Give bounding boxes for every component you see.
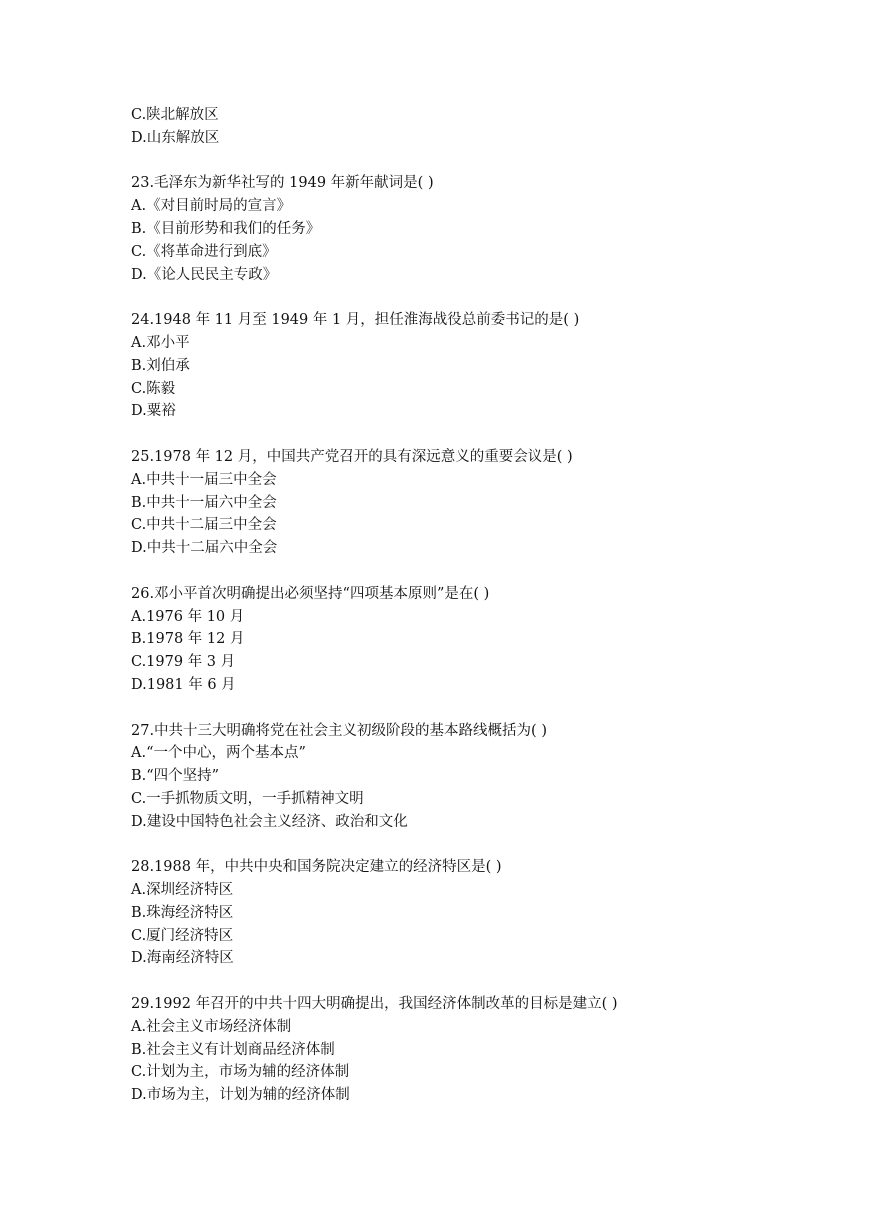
option-d: D.中共十二届六中全会 [131,540,278,557]
question-stem: 25.1978 年 12 月，中国共产党召开的具有深远意义的重要会议是( ) [131,448,573,465]
question-stem: 28.1988 年，中共中央和国务院决定建立的经济特区是( ) [131,859,502,876]
option-c: C.计划为主，市场为辅的经济体制 [131,1064,350,1081]
option-d: D.山东解放区 [131,129,220,146]
question-23 [131,172,751,286]
option-a: A.深圳经济特区 [131,882,234,899]
option-c: C.1979 年 3 月 [131,654,236,671]
option-c: C.一手抓物质文明，一手抓精神文明 [131,790,364,807]
option-a: A.邓小平 [131,334,190,351]
option-c: C.陕北解放区 [131,107,219,123]
option-c: C.厦门经济特区 [131,927,234,944]
question-stem: 23.毛泽东为新华社写的 1949 年新年献词是( ) [131,175,434,192]
question-28 [131,856,751,970]
question-stem: 29.1992 年召开的中共十四大明确提出，我国经济体制改革的目标是建立( ) [131,996,618,1013]
question-24 [131,309,751,423]
option-c: C.陈毅 [131,380,176,397]
option-b: B.中共十一届六中全会 [131,494,277,511]
option-a: A.社会主义市场经济体制 [131,1018,292,1035]
option-c: C.中共十二届三中全会 [131,517,277,534]
question-27 [131,720,751,834]
question-stem: 26.邓小平首次明确提出必须坚持“四项基本原则”是在( ) [131,585,490,602]
option-a: A.中共十一届三中全会 [131,471,277,488]
option-d: D.建设中国特色社会主义经济、政治和文化 [131,813,408,830]
option-b: B.《目前形势和我们的任务》 [131,220,321,237]
question-stem: 27.中共十三大明确将党在社会主义初级阶段的基本路线概括为( ) [131,722,547,739]
option-d: D.粟裕 [131,403,176,420]
option-c: C.《将革命进行到底》 [131,243,277,260]
option-d: D.市场为主，计划为辅的经济体制 [131,1087,350,1104]
option-b: B.1978 年 12 月 [131,631,245,648]
option-b: B.刘伯承 [131,357,190,374]
previous-question-options [131,104,751,150]
option-a: A.《对目前时局的宣言》 [131,198,292,215]
question-25 [131,446,751,560]
option-d: D.《论人民民主专政》 [131,266,278,283]
option-d: D.海南经济特区 [131,950,234,967]
option-b: B.珠海经济特区 [131,904,234,921]
option-b: B.“四个坚持” [131,768,220,785]
option-b: B.社会主义有计划商品经济体制 [131,1041,335,1058]
option-a: A.1976 年 10 月 [131,608,245,625]
question-26 [131,583,751,697]
document-page [131,104,751,1107]
option-d: D.1981 年 6 月 [131,676,236,693]
option-a: A.“一个中心，两个基本点” [131,745,306,762]
question-stem: 24.1948 年 11 月至 1949 年 1 月，担任淮海战役总前委书记的是( ) [131,312,580,329]
question-29 [131,993,751,1107]
